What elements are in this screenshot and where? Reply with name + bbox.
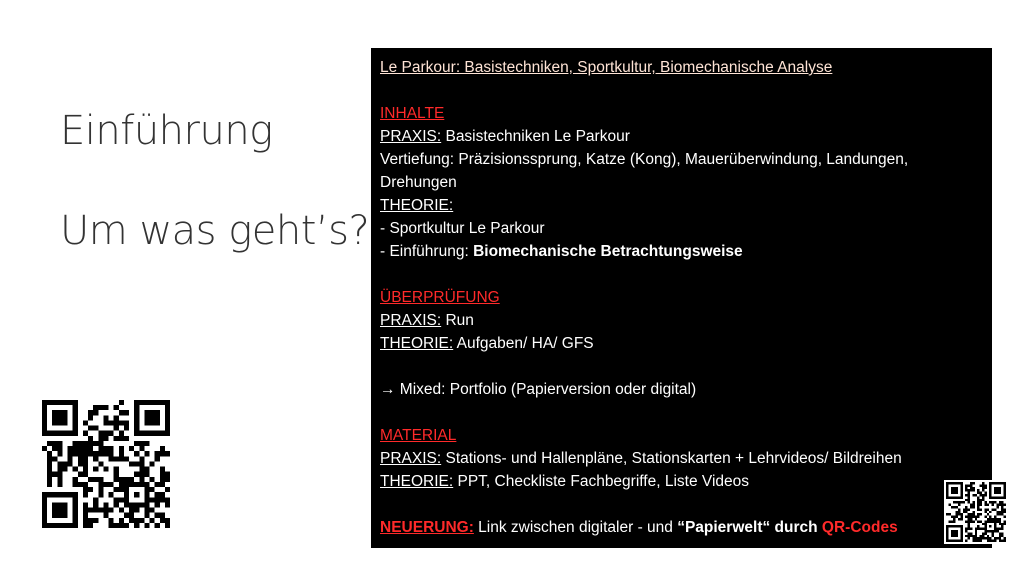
slide-title: Einführung	[60, 108, 273, 154]
spacer	[380, 263, 982, 286]
inhalte-praxis	[380, 125, 982, 148]
praxis-label: PRAXIS:	[380, 450, 442, 467]
panel-heading: Le Parkour: Basistechniken, Sportkultur, Biomechanische Analyse	[380, 59, 833, 76]
praxis-label: PRAXIS:	[380, 128, 442, 145]
material-praxis	[380, 447, 982, 470]
section-ueberpruefung-label: ÜBERPRÜFUNG	[380, 289, 500, 306]
spacer	[380, 79, 982, 102]
spacer	[380, 355, 982, 378]
qr-code-right[interactable]	[944, 480, 1008, 544]
praxis-text: Stations- und Hallenpläne, Stationskarten + Lehrvideos/ Bildreihen	[441, 450, 902, 467]
arrow-right-icon: →	[380, 381, 396, 398]
theorie-item-biomechanik	[380, 240, 982, 263]
neuerung-qr-text: QR-Codes	[821, 519, 898, 536]
inhalte-vertiefung: Vertiefung: Präzisionssprung, Katze (Kong), Mauerüberwindung, Landungen, Drehungen	[380, 151, 909, 191]
neuerung-bold: “Papierwelt“	[677, 519, 771, 536]
theorie-label: THEORIE:	[380, 335, 454, 352]
neuerung-bold-durch: durch	[774, 519, 818, 536]
ueberpruefung-theorie	[380, 332, 982, 355]
qr-code-left[interactable]	[42, 400, 170, 528]
section-inhalte-label: INHALTE	[380, 105, 445, 122]
ueberpruefung-praxis	[380, 309, 982, 332]
section-material-label: MATERIAL	[380, 427, 457, 444]
theorie-item-sportkultur: - Sportkultur Le Parkour	[380, 220, 545, 237]
neuerung-label: NEUERUNG:	[380, 519, 474, 536]
ueberpruefung-mixed	[380, 378, 982, 401]
theorie-item-prefix: - Einführung:	[380, 243, 474, 260]
praxis-text: Run	[441, 312, 474, 329]
praxis-text: Basistechniken Le Parkour	[441, 128, 630, 145]
spacer	[380, 493, 982, 516]
inhalte-theorie-label: THEORIE:	[380, 197, 454, 214]
theorie-label: THEORIE:	[380, 473, 454, 490]
theorie-text: PPT, Checkliste Fachbegriffe, Liste Videos	[453, 473, 750, 490]
neuerung-line	[380, 516, 982, 539]
praxis-label: PRAXIS:	[380, 312, 442, 329]
theorie-item-bold: Biomechanische Betrachtungsweise	[473, 243, 743, 260]
spacer	[380, 401, 982, 424]
theorie-text: Aufgaben/ HA/ GFS	[453, 335, 594, 352]
slide-subtitle: Um was geht’s?	[60, 208, 370, 254]
mixed-text: Mixed: Portfolio (Papierversion oder digital)	[395, 381, 697, 398]
material-theorie	[380, 470, 982, 493]
content-panel	[371, 48, 992, 548]
neuerung-text: Link zwischen digitaler - und	[473, 519, 678, 536]
